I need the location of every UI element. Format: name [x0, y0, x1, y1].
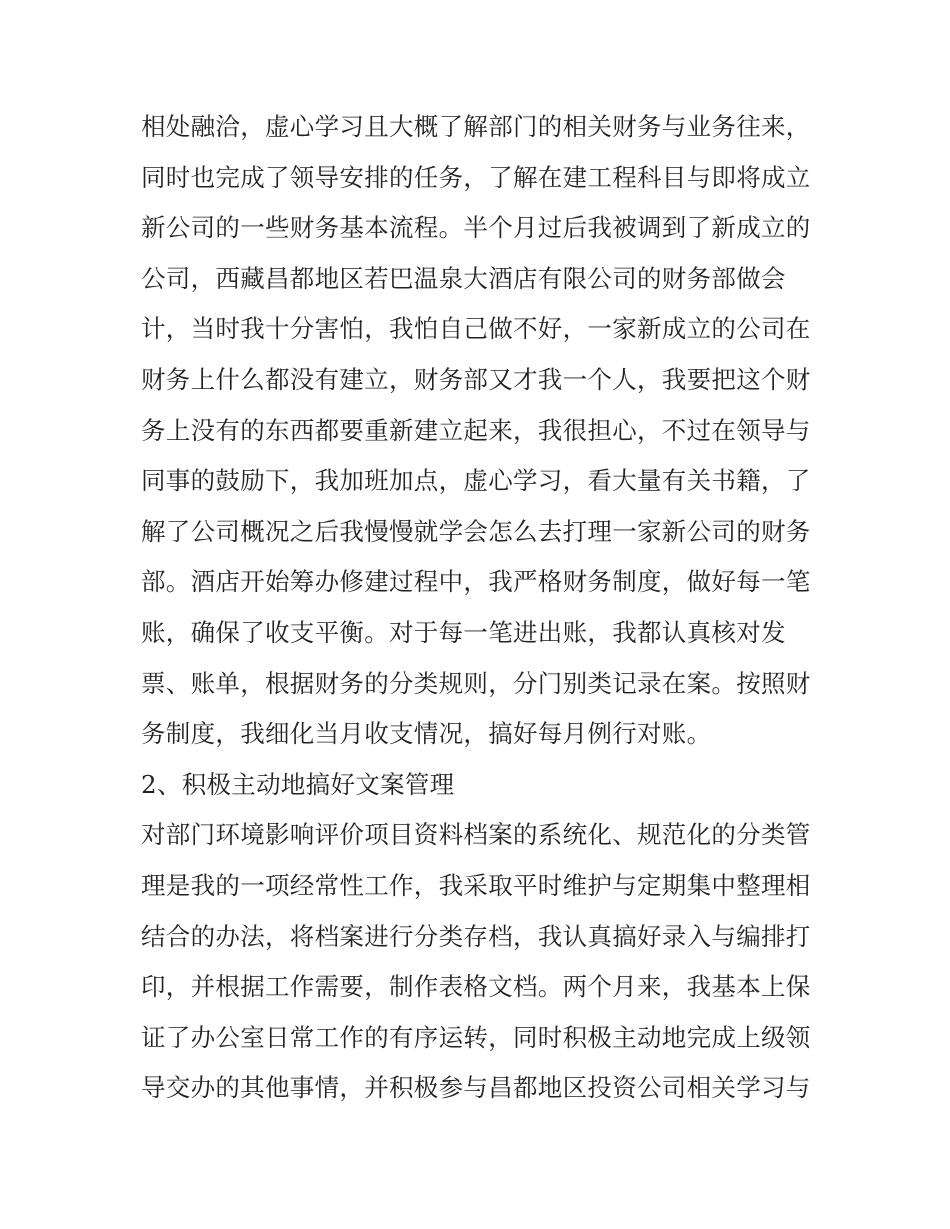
- text-line: 计，当时我十分害怕，我怕自己做不好，一家新成立的公司在: [141, 314, 811, 344]
- text-line: 同事的鼓励下，我加班加点，虚心学习，看大量有关书籍，了: [141, 466, 811, 496]
- text-line: 导交办的其他事情，并积极参与昌都地区投资公司相关学习与: [141, 1073, 811, 1103]
- text-line: 新公司的一些财务基本流程。半个月过后我被调到了新成立的: [141, 213, 811, 243]
- text-line: 相处融洽，虚心学习且大概了解部门的相关财务与业务往来，: [141, 112, 811, 141]
- text-line: 解了公司概况之后我慢慢就学会怎么去打理一家新公司的财务: [141, 516, 811, 546]
- body-text: [141, 102, 821, 1114]
- text-line: 票、账单，根据财务的分类规则，分门别类记录在案。按照财: [141, 668, 811, 698]
- text-line: 部。酒店开始筹办修建过程中，我严格财务制度，做好每一笔: [141, 567, 811, 597]
- text-line: 公司，西藏昌都地区若巴温泉大酒店有限公司的财务部做会: [141, 263, 786, 293]
- text-line: 务制度，我细化当月收支情况，搞好每月例行对账。: [141, 719, 712, 749]
- text-line: 账，确保了收支平衡。对于每一笔进出账，我都认真核对发: [141, 617, 786, 647]
- text-line: 证了办公室日常工作的有序运转，同时积极主动地完成上级领: [141, 1022, 811, 1052]
- text-line: 理是我的一项经常性工作，我采取平时维护与定期集中整理相: [141, 870, 811, 900]
- section-heading: 2、积极主动地搞好文案管理: [141, 769, 455, 799]
- text-line: 财务上什么都没有建立，财务部又才我一个人，我要把这个财: [141, 364, 811, 394]
- text-line: 务上没有的东西都要重新建立起来，我很担心，不过在领导与: [141, 415, 811, 445]
- text-line: 同时也完成了领导安排的任务，了解在建工程科目与即将成立: [141, 162, 811, 192]
- text-line: 对部门环境影响评价项目资料档案的系统化、规范化的分类管: [141, 820, 811, 850]
- text-line: 结合的办法，将档案进行分类存档，我认真搞好录入与编排打: [141, 921, 811, 951]
- text-line: 印，并根据工作需要，制作表格文档。两个月来，我基本上保: [141, 972, 811, 1002]
